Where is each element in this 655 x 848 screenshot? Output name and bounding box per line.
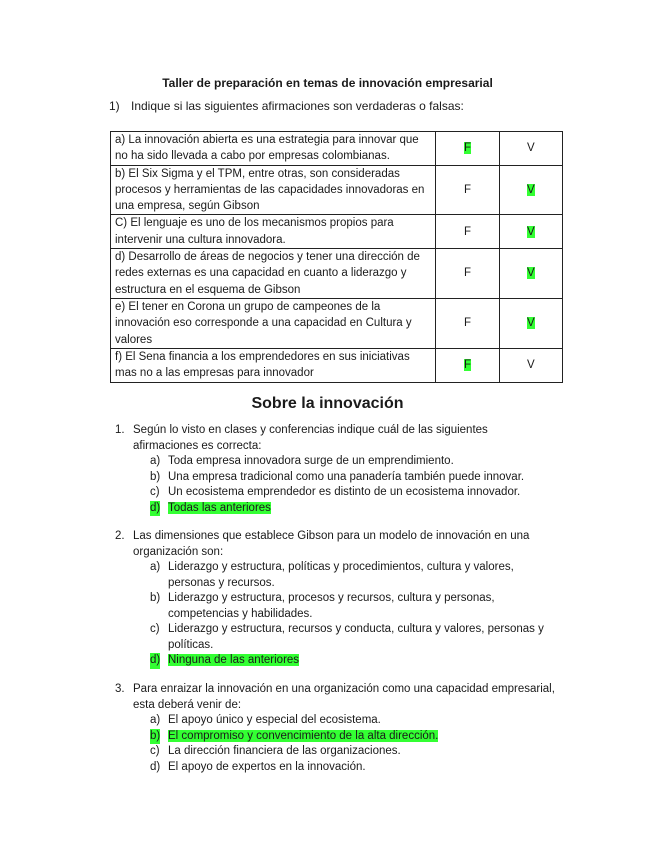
question-number: 3. [115,683,125,695]
option-list [115,454,555,516]
option-text: El apoyo de expertos en la innovación. [168,760,366,773]
option-letter: d) [150,501,160,517]
option-text: El apoyo único y especial del ecosistema. [168,714,381,726]
option-text: Ninguna de las anteriores [168,654,300,666]
option-item [150,470,555,486]
tf-answer-f [436,348,499,382]
option-letter: c) [150,486,160,498]
tf-statement: f) El Sena financia a los emprendedores en sus iniciativas mas no a las empresas para innovador [111,348,436,382]
tf-row [111,215,563,249]
tf-answer-v [499,348,562,382]
tf-answer-v-label: V [527,183,535,196]
option-letter: b) [150,470,161,483]
option-text: Liderazgo y estructura, recursos y conducta, cultura y valores, personas y políticas. [168,623,544,651]
question-text: Las dimensiones que establece Gibson para un modelo de innovación en una organización son: [133,530,530,558]
option-item [150,454,555,470]
question-text: Para enraizar la innovación en una organización como una capacidad empresarial, esta deberá venir de: [133,683,555,711]
intro-number: 1) [109,99,120,113]
option-letter: d) [150,760,161,773]
section-title: Sobre la innovación [251,395,404,412]
option-letter: d) [150,653,160,669]
tf-statement: b) El Six Sigma y el TPM, entre otras, son consideradas procesos y herramientas de las capacidades innovadoras en una empresa, según Gibson [111,165,436,215]
tf-answer-f [436,249,499,299]
tf-statement: e) El tener en Corona un grupo de campeones de la innovación eso corresponde a una capacidad en Cultura y valores [111,298,436,348]
option-item [150,591,555,622]
tf-answer-v-label: V [527,142,535,155]
tf-row [111,249,563,299]
option-item [150,501,555,517]
option-letter: a) [150,561,161,573]
option-letter: c) [150,745,160,757]
question-3 [115,682,555,775]
option-item [150,744,555,760]
tf-answer-v [499,132,562,166]
tf-answer-v [499,249,562,299]
option-text: El compromiso y convencimiento de la alta dirección. [168,729,439,742]
option-letter: b) [150,592,161,604]
option-letter: a) [150,714,161,726]
option-text: Liderazgo y estructura, políticas y procedimientos, cultura y valores, personas y recursos. [168,561,514,589]
document-title: Taller de preparación en temas de innovación empresarial [162,76,493,90]
option-text: Todas las anteriores [168,501,271,514]
tf-answer-f-label: F [464,317,472,330]
intro-text: Indique si las siguientes afirmaciones son verdaderas o falsas: [131,99,464,113]
option-item [150,729,555,745]
tf-answer-f [436,132,499,166]
option-item [150,653,555,669]
tf-row [111,165,563,215]
option-letter: a) [150,455,161,467]
tf-row [111,132,563,166]
question-1 [115,423,555,516]
question-2 [115,529,555,669]
question-text: Según lo visto en clases y conferencias indique cuál de las siguientes afirmaciones es correcta: [133,424,488,452]
tf-answer-v [499,298,562,348]
intro-instruction [109,99,464,113]
option-letter: b) [150,729,160,745]
tf-answer-v [499,165,562,215]
option-text: Una empresa tradicional como una panadería también puede innovar. [168,470,525,483]
option-text: Liderazgo y estructura, procesos y recursos, cultura y personas, competencias y habilidades. [168,592,495,620]
option-item [150,560,555,591]
tf-answer-v [499,215,562,249]
tf-answer-f [436,215,499,249]
option-text: Un ecosistema emprendedor es distinto de un ecosistema innovador. [168,486,521,498]
tf-statement: a) La innovación abierta es una estrategia para innovar que no ha sido llevada a cabo por empresas colombianas. [111,132,436,166]
tf-answer-v-label: V [527,359,535,372]
true-false-table [110,131,563,383]
tf-answer-f-label: F [464,183,472,196]
option-list [115,560,555,669]
tf-answer-f-label: F [464,267,472,280]
option-item [150,622,555,653]
tf-answer-v-label: V [527,317,535,330]
tf-row [111,298,563,348]
tf-answer-f-label: F [464,142,472,155]
option-text: La dirección financiera de las organizaciones. [168,745,401,757]
question-number: 2. [115,530,125,542]
option-letter: c) [150,623,160,635]
option-item [150,760,555,776]
option-text: Toda empresa innovadora surge de un emprendimiento. [168,455,454,467]
option-item [150,713,555,729]
tf-answer-v-label: V [527,267,535,280]
option-item [150,485,555,501]
tf-statement: C) El lenguaje es uno de los mecanismos propios para intervenir una cultura innovadora. [111,215,436,249]
option-list [115,713,555,775]
tf-row [111,348,563,382]
tf-answer-v-label: V [527,225,535,238]
question-number: 1. [115,424,125,436]
tf-answer-f-label: F [464,225,472,238]
tf-answer-f-label: F [464,359,472,372]
tf-answer-f [436,165,499,215]
tf-statement: d) Desarrollo de áreas de negocios y tener una dirección de redes externas es una capacidad en cuanto a liderazgo y estructura en el esquema de Gibson [111,249,436,299]
tf-answer-f [436,298,499,348]
